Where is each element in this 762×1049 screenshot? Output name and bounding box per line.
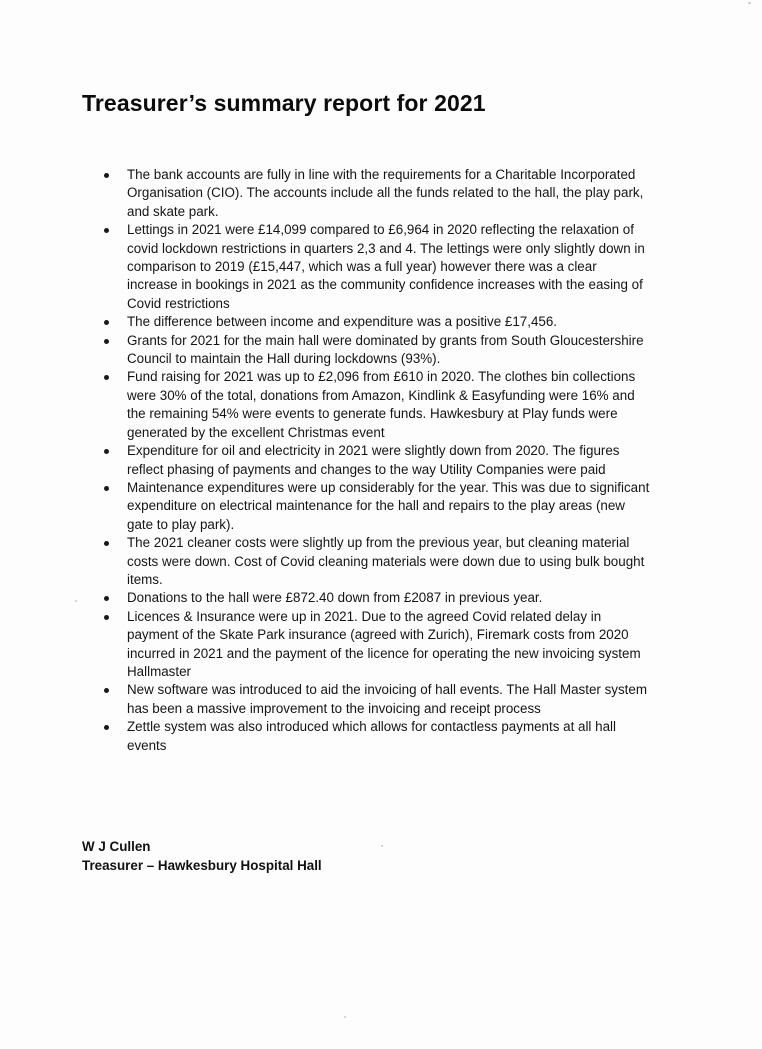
bullet-marker	[104, 320, 109, 325]
bullet-item-lettings	[100, 221, 650, 313]
bullet-item-donations	[100, 589, 650, 607]
scan-speck	[75, 600, 77, 602]
bullet-marker	[104, 688, 109, 693]
summary-bullet-list	[100, 166, 650, 755]
bullet-text: The 2021 cleaner costs were slightly up from the previous year, but cleaning material costs were down. Cost of Covid cleaning materials were down due to using bulk bought items.	[127, 535, 645, 587]
bullet-item-maintenance	[100, 479, 650, 534]
signature-block	[82, 838, 322, 875]
bullet-marker	[104, 173, 109, 178]
bullet-text: Zettle system was also introduced which allows for contactless payments at all hall events	[127, 719, 616, 753]
bullet-text: Maintenance expenditures were up considerably for the year. This was due to significant expenditure on electrical maintenance for the hall and repairs to the play areas (new gate to play park).	[127, 479, 650, 532]
bullet-text: Donations to the hall were £872.40 down from £2087 in previous year.	[127, 590, 543, 606]
bullet-text: Grants for 2021 for the main hall were dominated by grants from South Gloucestershire Council to maintain the Hall during lockdowns (93%).	[127, 332, 644, 367]
bullet-item-bank-accounts	[100, 166, 650, 221]
bullet-item-licences-insurance	[100, 608, 650, 682]
signatory-name: W J Cullen	[82, 839, 151, 854]
bullet-marker	[104, 339, 109, 344]
bullet-item-fund-raising	[100, 368, 650, 442]
bullet-item-cleaner-costs	[100, 534, 650, 589]
bullet-marker	[104, 449, 109, 454]
bullet-marker	[104, 596, 109, 601]
bullet-item-grants	[100, 332, 650, 369]
signatory-role: Treasurer – Hawkesbury Hospital Hall	[82, 857, 322, 873]
bullet-marker	[104, 725, 109, 730]
scan-speck	[344, 1016, 346, 1018]
bullet-item-new-software	[100, 681, 650, 718]
bullet-marker	[104, 615, 109, 620]
bullet-marker	[104, 228, 109, 233]
bullet-text: Expenditure for oil and electricity in 2021 were slightly down from 2020. The figures reflect phasing of payments and changes to the way Utility Companies were paid	[127, 443, 620, 477]
bullet-text: Fund raising for 2021 was up to £2,096 from £610 in 2020. The clothes bin collections were 30% of the total, donations from Amazon, Kindlink & Easyfunding were 16% and the remaining 54% were events to generate funds. Hawkesbury at Play funds were generated by the excellent Christmas event	[127, 369, 636, 440]
bullet-item-income-expenditure	[100, 313, 650, 331]
scan-speck	[381, 845, 383, 847]
bullet-text: The bank accounts are fully in line with the requirements for a Charitable Incorporated Organisation (CIO). The accounts include all the funds related to the hall, the play park, and skate park.	[127, 167, 644, 219]
bullet-item-oil-electricity	[100, 442, 650, 479]
scan-speck	[748, 2, 751, 4]
bullet-marker	[104, 375, 109, 380]
report-title: Treasurer’s summary report for 2021	[82, 90, 486, 116]
bullet-text: Licences & Insurance were up in 2021. Due to the agreed Covid related delay in payment of the Skate Park insurance (agreed with Zurich), Firemark costs from 2020 incurred in 2021 and the payment of the licence for operating the new invoicing system Hallmaster	[127, 608, 641, 679]
bullet-marker	[104, 486, 109, 491]
bullet-text: Lettings in 2021 were £14,099 compared to £6,964 in 2020 reflecting the relaxation of covid lockdown restrictions in quarters 2,3 and 4. The lettings were only slightly down in comparison to 2019 (£15,447, which was a full year) however there was a clear increase in bookings in 2021 as the community confidence increases with the easing of Covid restrictions	[127, 222, 645, 311]
bullet-text: The difference between income and expenditure was a positive £17,456.	[127, 314, 558, 330]
bullet-marker	[104, 541, 109, 546]
bullet-item-zettle	[100, 718, 650, 755]
bullet-text: New software was introduced to aid the invoicing of hall events. The Hall Master system has been a massive improvement to the invoicing and receipt process	[127, 682, 647, 716]
